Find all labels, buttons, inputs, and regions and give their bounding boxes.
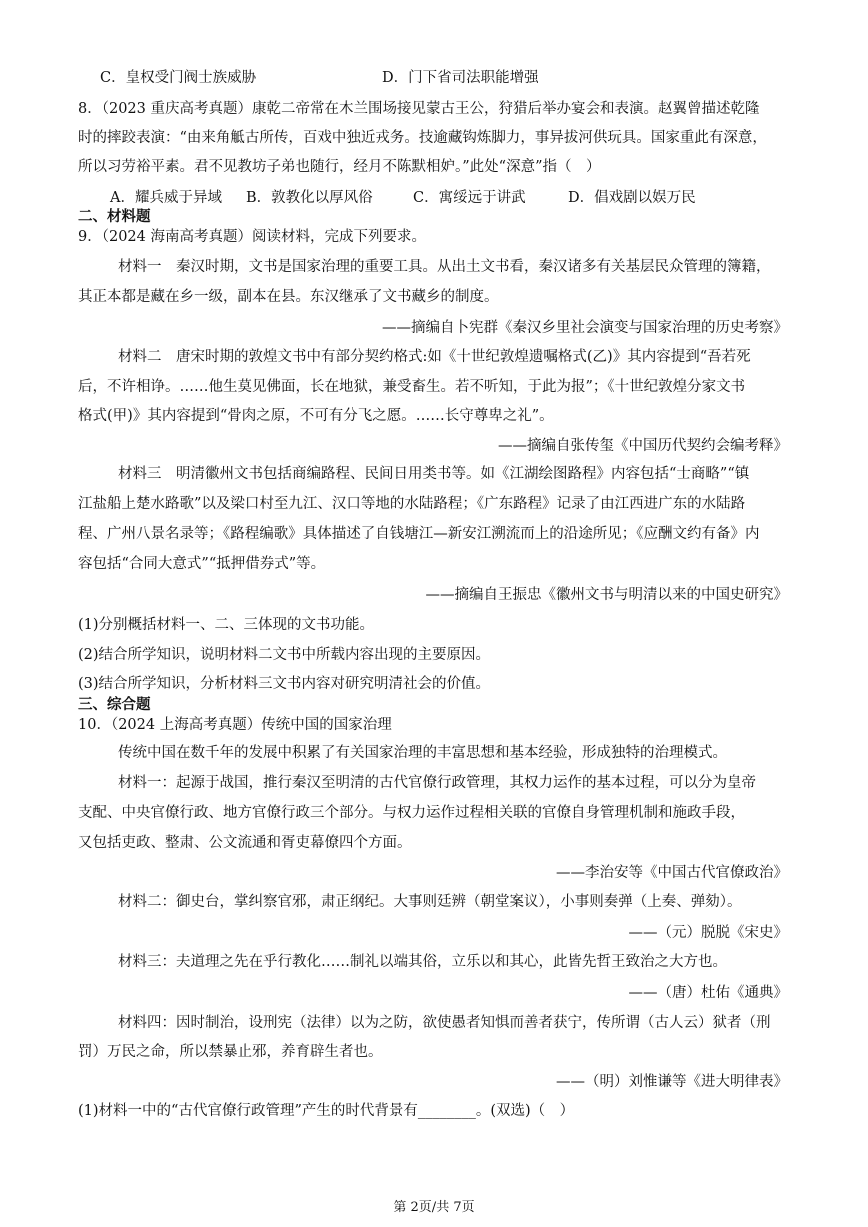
q9-intro: 9．（2024 海南高考真题）阅读材料，完成下列要求。: [78, 229, 426, 245]
q10-material1-line3: 又包括吏政、整肃、公文流通和胥吏幕僚四个方面。: [78, 835, 412, 851]
q10-material2-line1: 材料二：御史台，掌纠察官邪，肃正纲纪。大事则廷辨（朝堂案议），小事则奏弹（上奏、弹劾）。: [118, 894, 742, 910]
q9-material1-source: ——摘编自卜宪群《秦汉乡里社会演变与国家治理的历史考察》: [382, 320, 788, 336]
q8-stem-line2: 时的摔跤表演：“由来角觝古所传，百戏中独近戎务。技逾藏钩炼脚力，事异拔河供玩具。国家重此有深意，: [78, 130, 767, 146]
section-heading-comprehensive: 三、综合题: [78, 697, 151, 713]
q9-material1-line2: 其正本都是藏在乡一级，副本在县。东汉继承了文书藏乡的制度。: [78, 289, 499, 305]
q10-material2-source: ——（元）脱脱《宋史》: [628, 925, 788, 941]
q9-question1: (1)分别概括材料一、二、三体现的文书功能。: [78, 617, 375, 633]
q9-material2-line3: 格式(甲)》其内容提到“骨肉之原，不可有分飞之愿。……长守尊卑之礼”。: [78, 408, 554, 424]
q9-material1-line1: 材料一 秦汉时期，文书是国家治理的重要工具。从出土文书看，秦汉诸多有关基层民众管理的簿籍，: [118, 259, 771, 275]
q9-material3-line3: 程、广州八景名录等；《路程编歌》具体描述了自钱塘江—新安江溯流而上的沿途所见；《应酬文约有备》内: [78, 526, 760, 542]
q10-intro: 10．（2024 上海高考真题）传统中国的国家治理: [78, 717, 392, 733]
q10-material1-source: ——李治安等《中国古代官僚政治》: [556, 865, 788, 881]
page-footer: 第 2页/共 7页: [393, 1200, 475, 1215]
q9-material2-source: ——摘编自张传玺《中国历代契约会编考释》: [498, 438, 788, 454]
q9-material3-source: ——摘编自王振忠《徽州文书与明清以来的中国史研究》: [425, 587, 788, 603]
q10-question1: (1)材料一中的“古代官僚行政管理”产生的时代背景有________。(双选)（ ）: [78, 1103, 575, 1119]
q8-option-b: B．敦教化以厚风俗: [246, 190, 373, 206]
q10-material1-line1: 材料一：起源于战国，推行秦汉至明清的古代官僚行政管理，其权力运作的基本过程，可以分为皇帝: [118, 775, 756, 791]
q10-material4-line1: 材料四：因时制治，设刑宪（法律）以为之防，欲使愚者知惧而善者获宁，传所谓（古人云）狱者（刑: [118, 1015, 771, 1031]
q8-option-c: C．寓绥远于讲武: [413, 190, 526, 206]
q8-stem-line3: 所以习劳裕平素。君不见教坊子弟也随行，经月不陈默相妒。”此处“深意”指（ ）: [78, 159, 601, 175]
q9-material3-line2: 江盐船上楚水路歌”以及梁口村至九江、汉口等地的水陆路程；《广东路程》记录了由江西进广东的水陆路: [78, 496, 746, 512]
q10-lead: 传统中国在数千年的发展中积累了有关国家治理的丰富思想和基本经验，形成独特的治理模式。: [118, 745, 727, 761]
q10-material3-line1: 材料三：夫道理之先在乎行教化……制礼以端其俗，立乐以和其心，此皆先哲王致治之大方也。: [118, 954, 727, 970]
section-heading-materials: 二、材料题: [78, 209, 151, 225]
q7-option-d: D．门下省司法职能增强: [382, 70, 539, 86]
q9-material3-line4: 容包括“合同大意式”“抵押借券式”等。: [78, 556, 326, 572]
q8-stem-line1: 8．（2023 重庆高考真题）康乾二帝常在木兰围场接见蒙古王公，狩猎后举办宴会和表演。赵翼曾描述乾隆: [78, 101, 760, 117]
q9-material2-line1: 材料二 唐宋时期的敦煌文书中有部分契约格式:如《十世纪敦煌遗嘱格式(乙)》其内容提到“吾若死: [118, 349, 751, 365]
q10-material1-line2: 支配、中央官僚行政、地方官僚行政三个部分。与权力运作过程相关联的官僚自身管理机制和施政手段，: [78, 805, 745, 821]
q9-material3-line1: 材料三 明清徽州文书包括商编路程、民间日用类书等。如《江湖绘图路程》内容包括“士商略”“镇: [118, 466, 750, 482]
q9-material2-line2: 后，不许相诤。……他生莫见佛面，长在地狱，兼受畜生。若不听知，于此为报”；《十世纪敦煌分家文书: [78, 379, 746, 395]
q8-option-a: A．耀兵威于异域: [110, 190, 222, 206]
q10-material4-line2: 罚）万民之命，所以禁暴止邪，养育辟生者也。: [78, 1044, 383, 1060]
q9-question2: (2)结合所学知识，说明材料二文书中所载内容出现的主要原因。: [78, 647, 491, 663]
q8-option-d: D．倡戏剧以娱万民: [568, 190, 696, 206]
q9-question3: (3)结合所学知识，分析材料三文书内容对研究明清社会的价值。: [78, 676, 491, 692]
q10-material3-source: ——（唐）杜佑《通典》: [628, 985, 788, 1001]
q10-material4-source: ——（明）刘惟谦等《进大明律表》: [556, 1074, 788, 1090]
q7-option-c: C．皇权受门阀士族威胁: [100, 70, 257, 86]
